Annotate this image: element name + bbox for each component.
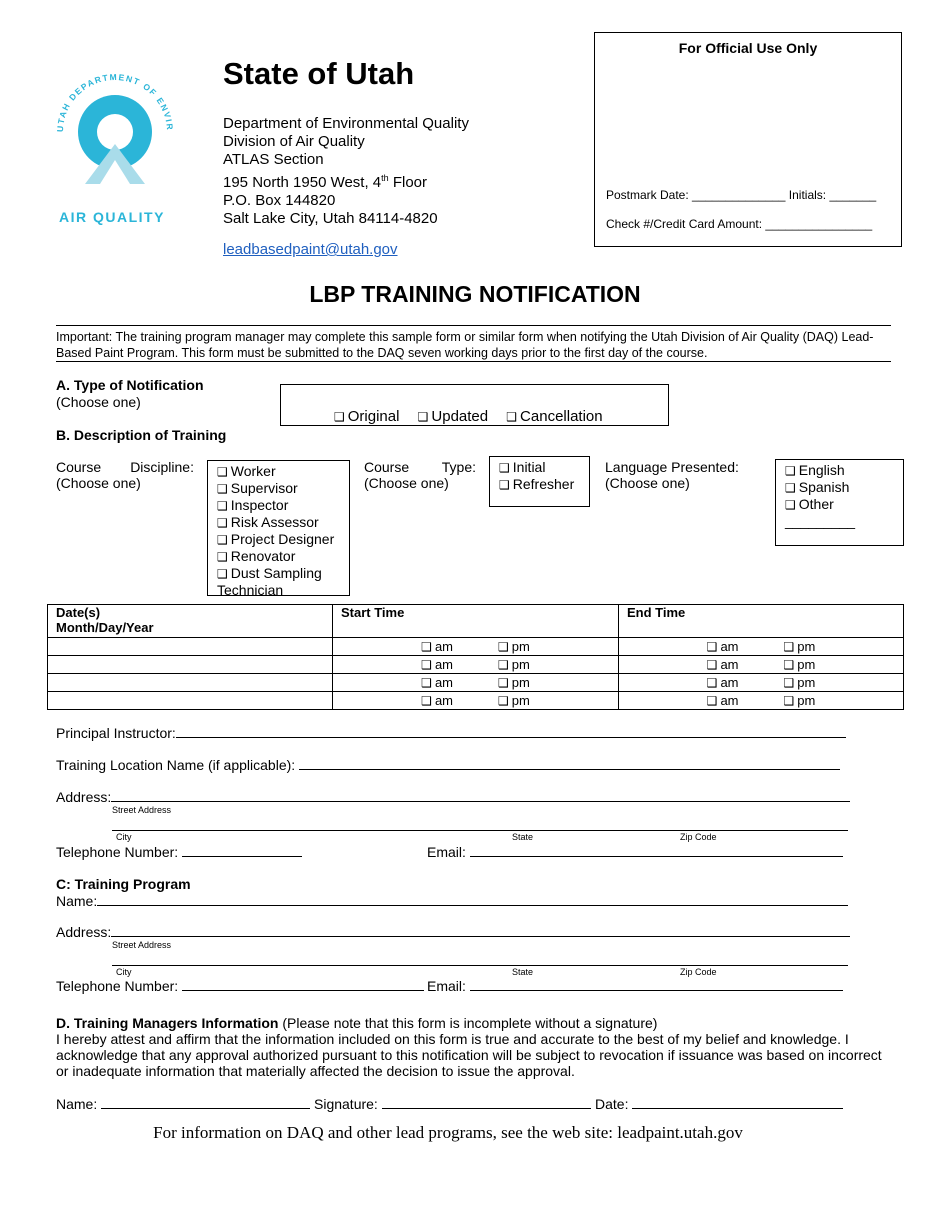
street-address-caption: Street Address (112, 805, 172, 815)
email-link[interactable]: leadbasedpaint@utah.gov (223, 241, 398, 258)
address-line: Division of Air Quality (223, 133, 365, 150)
form-title: LBP TRAINING NOTIFICATION (309, 281, 641, 307)
training-location-field[interactable] (56, 757, 840, 773)
checkbox-icon[interactable]: ❑ (217, 499, 228, 513)
course-type-options (489, 456, 590, 507)
manager-name-field[interactable] (56, 1096, 310, 1112)
option-spanish[interactable]: ❑ Spanish (785, 479, 850, 495)
date-cell[interactable] (48, 674, 333, 692)
dates-header: Date(s) Month/Day/Year (48, 605, 333, 638)
option-inspector[interactable]: ❑ Inspector (217, 497, 289, 513)
end-time-cell[interactable]: ❑ am ❑ pm (619, 638, 904, 656)
option-initial[interactable]: ❑ Initial (499, 459, 546, 475)
option-refresher[interactable]: ❑ Refresher (499, 476, 575, 492)
address-line: ATLAS Section (223, 151, 324, 168)
checkbox-icon[interactable]: ❑ (217, 567, 228, 581)
city-caption: City (116, 967, 132, 977)
language-options (775, 459, 904, 546)
date-cell[interactable] (48, 638, 333, 656)
start-time-header: Start Time (333, 605, 619, 638)
postmark-field[interactable]: Postmark Date: ______________ Initials: _______ (606, 188, 877, 202)
date-cell[interactable] (48, 656, 333, 674)
state-caption: State (512, 832, 534, 842)
course-type-label: Course Type: (Choose one) (364, 459, 476, 491)
section-b-title: B. Description of Training (56, 427, 227, 443)
field-label: Telephone Number: (56, 844, 179, 860)
location-phone-field[interactable] (56, 844, 302, 860)
deq-logo-emblem (45, 52, 185, 212)
city-state-zip-line[interactable] (112, 830, 848, 831)
official-use-box (594, 32, 902, 247)
dates-table (47, 604, 904, 710)
option-dust-sampling[interactable]: ❑ Dust Sampling (217, 565, 322, 581)
section-d-title: D. Training Managers Information (56, 1015, 279, 1031)
table-row (48, 692, 904, 710)
attestation-text: I hereby attest and affirm that the information included on this form is true and accurate to the best of my belief and knowledge. I acknowledge that any approval authorized pursuant to this notification will be subject to revocation if issuance was based on incorrect or inadequate information that materially affected the decision to issue the approval. (56, 1031, 882, 1079)
location-address-field[interactable] (56, 789, 850, 805)
start-time-cell[interactable]: ❑ am ❑ pm (333, 674, 619, 692)
discipline-options (207, 460, 350, 596)
language-label: Language Presented: (Choose one) (605, 459, 739, 491)
field-label: Name: (56, 893, 98, 909)
start-time-cell[interactable]: ❑ am ❑ pm (333, 656, 619, 674)
option-supervisor[interactable]: ❑ Supervisor (217, 480, 298, 496)
address-line: 195 North 1950 West, 4th Floor (223, 173, 428, 191)
zip-caption: Zip Code (680, 967, 717, 977)
logo-ring-text: UTAH DEPARTMENT OF ENVIR (54, 71, 176, 133)
field-label: Name: (56, 1096, 98, 1112)
program-name-field[interactable] (56, 893, 848, 909)
end-time-cell[interactable]: ❑ am ❑ pm (619, 692, 904, 710)
option-cancellation[interactable]: ❑ Cancellation (506, 408, 603, 425)
address-line: Department of Environmental Quality (223, 115, 469, 132)
table-row (48, 638, 904, 656)
location-email-field[interactable] (427, 844, 843, 860)
option-dust-sampling-wrap: Technician (217, 582, 284, 598)
discipline-label: Course Discipline: (Choose one) (56, 459, 194, 491)
option-original[interactable]: ❑ Original (334, 408, 400, 425)
option-english[interactable]: ❑ English (785, 462, 845, 478)
field-label: Date: (595, 1096, 629, 1112)
checkbox-icon[interactable]: ❑ (217, 482, 228, 496)
start-time-cell[interactable]: ❑ am ❑ pm (333, 638, 619, 656)
deq-logo (45, 52, 185, 232)
field-label: Address: (56, 924, 112, 940)
checkbox-icon[interactable]: ❑ (785, 498, 796, 512)
state-caption: State (512, 967, 534, 977)
address-line: Salt Lake City, Utah 84114-4820 (223, 210, 438, 227)
date-cell[interactable] (48, 692, 333, 710)
checkbox-icon[interactable]: ❑ (217, 533, 228, 547)
checkbox-icon[interactable]: ❑ (499, 478, 510, 492)
city-caption: City (116, 832, 132, 842)
checkbox-icon[interactable]: ❑ (785, 464, 796, 478)
street-address-caption: Street Address (112, 940, 172, 950)
checkbox-icon[interactable]: ❑ (217, 516, 228, 530)
program-phone-field[interactable] (56, 978, 424, 994)
checkbox-icon[interactable]: ❑ (506, 410, 518, 424)
signature-field[interactable] (314, 1096, 591, 1112)
checkbox-icon[interactable]: ❑ (499, 461, 510, 475)
section-d-note: (Please note that this form is incomplete without a signature) (278, 1015, 658, 1031)
official-use-title: For Official Use Only (678, 40, 818, 56)
option-project-designer[interactable]: ❑ Project Designer (217, 531, 335, 547)
principal-instructor-field[interactable] (56, 725, 846, 741)
important-notice (56, 325, 891, 362)
state-title: State of Utah (223, 56, 415, 91)
option-risk-assessor[interactable]: ❑ Risk Assessor (217, 514, 319, 530)
field-label: Email: (427, 978, 466, 994)
checkbox-icon[interactable]: ❑ (417, 410, 429, 424)
program-email-field[interactable] (427, 978, 843, 994)
field-label: Telephone Number: (56, 978, 179, 994)
checkbox-icon[interactable]: ❑ (217, 465, 228, 479)
zip-caption: Zip Code (680, 832, 717, 842)
footer-text: For information on DAQ and other lead programs, see the web site: leadpaint.utah.gov (153, 1123, 743, 1142)
end-time-cell[interactable]: ❑ am ❑ pm (619, 656, 904, 674)
notification-type-box (280, 384, 669, 426)
logo-caption: AIR QUALITY (59, 209, 165, 225)
field-label: Principal Instructor: (56, 725, 176, 741)
option-other[interactable]: ❑ Other (785, 496, 834, 512)
checkbox-icon[interactable]: ❑ (334, 410, 345, 424)
option-renovator[interactable]: ❑ Renovator (217, 548, 296, 564)
field-label: Address: (56, 789, 112, 805)
option-updated[interactable]: ❑ Updated (417, 408, 489, 425)
section-c-title: C: Training Program (56, 876, 191, 892)
section-a-title: A. Type of Notification (56, 377, 204, 393)
city-state-zip-line[interactable] (112, 965, 848, 966)
section-a-hint: (Choose one) (56, 394, 141, 410)
table-row (48, 674, 904, 692)
field-label: Email: (427, 844, 466, 860)
end-time-header: End Time (619, 605, 904, 638)
agency-address (223, 115, 469, 228)
end-time-cell[interactable]: ❑ am ❑ pm (619, 674, 904, 692)
start-time-cell[interactable]: ❑ am ❑ pm (333, 692, 619, 710)
checkbox-icon[interactable]: ❑ (785, 481, 796, 495)
check-amount-field[interactable]: Check #/Credit Card Amount: ________________ (606, 217, 873, 231)
date-field[interactable] (595, 1096, 843, 1112)
address-line: P.O. Box 144820 (223, 192, 336, 209)
checkbox-icon[interactable]: ❑ (217, 550, 228, 564)
program-address-field[interactable] (56, 924, 850, 940)
option-worker[interactable]: ❑ Worker (217, 463, 276, 479)
section-d-heading (56, 1015, 886, 1031)
important-text: Important: The training program manager may complete this sample form or similar form when notifying the Utah Division of Air Quality (DAQ) Lead-Based Paint Program. This form must be submitted to the DAQ seven working days prior to the first day of the course. (56, 330, 874, 360)
field-label: Signature: (314, 1096, 378, 1112)
field-label: Training Location Name (if applicable): (56, 757, 296, 773)
other-language-blank[interactable]: _________ (785, 513, 856, 529)
table-row (48, 656, 904, 674)
